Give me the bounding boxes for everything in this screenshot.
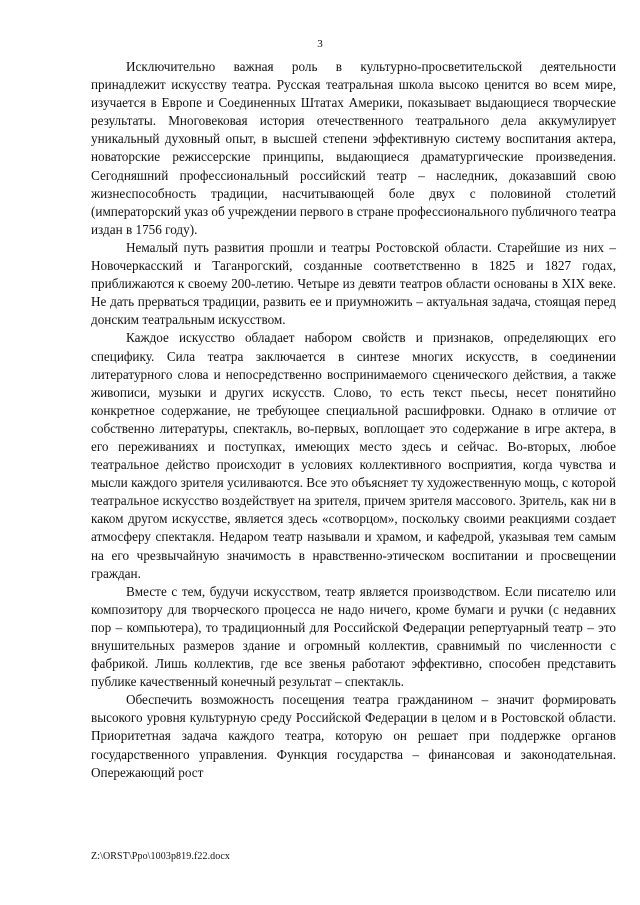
paragraph: Немалый путь развития прошли и театры Ростовской области. Старейшие из них – Новочеркасский и Таганрогский, созданные соответственно в 1825 и 1827 годах, приближаются к своему 200-летию. Четыре из девяти театров области основаны в XIX веке. Не дать прерваться традиции, развить ее и приумножить – актуальная задача, стоящая перед донским театральным искусством. xyxy=(91,239,616,328)
paragraph: Обеспечить возможность посещения театра гражданином – значит формировать высокого уровня культурную среду Российской Федерации в целом и в Ростовской области. Приоритетная задача каждого театра, которую он решает при поддержке органов государственного управления. Функция государства – финансовая и законодательная. Опережающий рост xyxy=(91,692,616,780)
paragraph: Исключительно важная роль в культурно-просветительской деятельности принадлежит искусству театра. Русская театральная школа высоко ценится во всем мире, изучается в Европе и Соединенных Штатах Америки, показывает выдающиеся творческие результаты. Многовековая история отечественного театрального дела аккумулирует уникальный духовный опыт, в высшей степени эффективную систему воспитания актера, новаторские режиссерские принципы, выдающиеся драматургические произведения. Сегодняшний профессиональный российский театр – наследник, доказавший свою жизнеспособность традиции, насчитывающей боле двух с половиной столетий (императорский указ об учреждении первого в стране профессионального публичного театра издан в 1756 году). xyxy=(91,59,616,237)
file-path-footer: Z:\ORST\Ppo\1003p819.f22.docx xyxy=(91,851,231,862)
document-body xyxy=(91,58,616,782)
paragraph: Вместе с тем, будучи искусством, театр является производством. Если писателю или композитору для творческого процесса не надо ничего, кроме бумаги и ручки (с недавних пор – компьютера), то традиционный для Российской Федерации репертуарный театр – это внушительных размеров здание и огромный коллектив, сравнимый по численности с фабрикой. Лишь коллектив, где все звенья работают эффективно, способен представить публике качественный конечный результат – спектакль. xyxy=(91,583,616,690)
page-number: 3 xyxy=(317,38,323,50)
paragraph: Каждое искусство обладает набором свойств и признаков, определяющих его специфику. Сила театра заключается в синтезе многих искусств, в соединении литературного слова и непосредственно воспринимаемого сценического действия, а также живописи, музыки и других искусств. Слово, то есть текст пьесы, несет понятийно конкретное содержание, не требующее специальной расшифровки. Однако в отличие от собственно литературы, спектакль, во-первых, воплощает это содержание в игре актера, в его переживаниях и поступках, имеющих место здесь и сейчас. Во-вторых, любое театральное действо происходит в условиях коллективного восприятия, когда чувства и мысли каждого зрителя усиливаются. Все это объясняет ту художественную мощь, с которой театральное искусство воздействует на зрителя, причем зрителя массового. Зритель, как ни в каком другом искусстве, является здесь «сотворцом», поскольку своими реакциями создает атмосферу спектакля. Недаром театр называли и храмом, и кафедрой, указывая тем самым на его чрезвычайную значимость в нравственно-этическом воспитании и просвещении граждан. xyxy=(91,330,616,581)
